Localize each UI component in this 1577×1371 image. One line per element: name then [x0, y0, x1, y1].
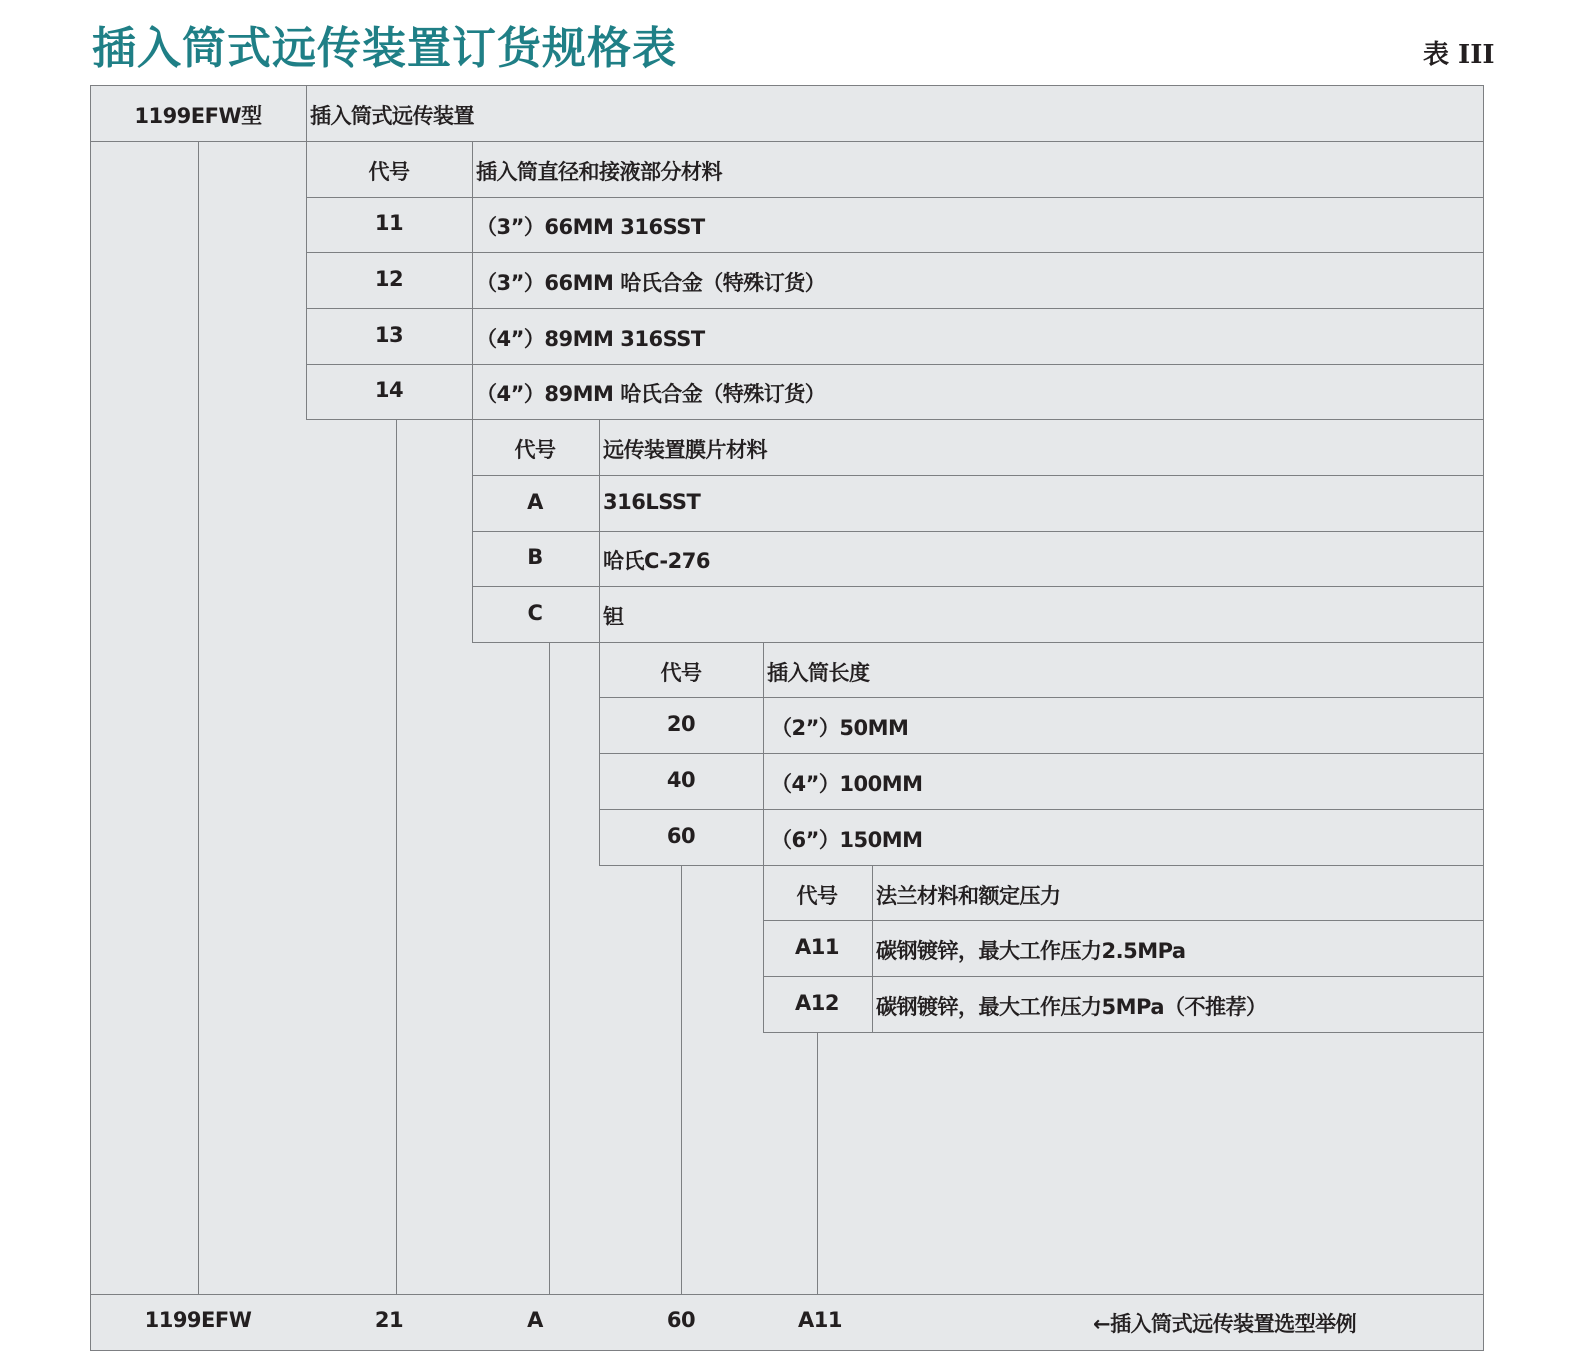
section1-row-desc: （4”）89MM 316SST [476, 327, 705, 351]
section3-line [599, 865, 1484, 866]
section1-row-code: 12 [374, 267, 404, 291]
section4-left-edge [763, 865, 764, 1033]
header-row-line [90, 141, 1484, 142]
section3-line [599, 697, 1484, 698]
section3-row-desc: （4”）100MM [771, 772, 923, 796]
section3-line [599, 809, 1484, 810]
spec-table [90, 85, 1484, 1351]
example-flange: A11 [798, 1308, 842, 1332]
border-bottom [90, 1350, 1484, 1351]
example-model: 1199EFW [144, 1308, 252, 1332]
flange-connector [817, 1032, 818, 1294]
border-right [1483, 85, 1484, 1351]
section2-line [472, 586, 1484, 587]
section2-row-desc: 316LSST [603, 490, 701, 514]
example-row-line [90, 1294, 1484, 1295]
section1-row-code: 14 [374, 378, 404, 402]
section4-line [763, 1032, 1484, 1033]
section2-row-code: B [527, 545, 543, 569]
section1-row-desc: （4”）89MM 哈氏合金（特殊订货） [476, 382, 826, 406]
section2-header-desc: 远传装置膜片材料 [603, 438, 767, 462]
diameter-connector [396, 419, 397, 1294]
section1-line [306, 252, 1484, 253]
section2-row-desc: 钽 [603, 605, 624, 629]
page-title: 插入筒式远传装置订货规格表 [92, 23, 677, 74]
section2-line [472, 475, 1484, 476]
example-note: ←插入筒式远传装置选型举例 [1093, 1312, 1357, 1336]
section2-line [472, 642, 1484, 643]
section1-left-edge [306, 141, 307, 420]
section3-row-desc: （6”）150MM [771, 828, 923, 852]
section2-header-code: 代号 [514, 438, 556, 462]
section3-row-code: 60 [666, 824, 696, 848]
section3-header-code: 代号 [660, 661, 702, 685]
section1-code-divider [472, 141, 473, 420]
section4-row-desc: 碳钢镀锌，最大工作压力5MPa（不推荐） [876, 995, 1267, 1019]
section2-line [472, 531, 1484, 532]
table-label: 表 III [1423, 40, 1495, 70]
section4-row-code: A11 [795, 935, 839, 959]
section3-line [599, 753, 1484, 754]
diaphragm-connector [549, 642, 550, 1294]
section3-row-desc: （2”）50MM [771, 716, 909, 740]
border-top [90, 85, 1484, 86]
model-connector [198, 141, 199, 1294]
section1-line [306, 308, 1484, 309]
section1-row-code: 13 [374, 323, 404, 347]
length-connector [681, 865, 682, 1294]
border-left [90, 85, 91, 1351]
section1-row-desc: （3”）66MM 316SST [476, 215, 705, 239]
section1-line [306, 364, 1484, 365]
section4-row-desc: 碳钢镀锌，最大工作压力2.5MPa [876, 939, 1186, 963]
section4-header-code: 代号 [796, 884, 838, 908]
example-length: 60 [666, 1308, 696, 1332]
section4-line [763, 976, 1484, 977]
section1-row-desc: （3”）66MM 哈氏合金（特殊订货） [476, 271, 826, 295]
section1-header-desc: 插入筒直径和接液部分材料 [476, 160, 722, 184]
section4-code-divider [872, 865, 873, 1033]
section1-header-code: 代号 [368, 160, 410, 184]
section1-row-code: 11 [374, 211, 404, 235]
section4-row-code: A12 [795, 991, 839, 1015]
section2-row-code: A [527, 490, 543, 514]
section4-line [763, 920, 1484, 921]
section2-row-desc: 哈氏C-276 [603, 549, 710, 573]
section3-header-desc: 插入筒长度 [767, 661, 870, 685]
section4-header-desc: 法兰材料和额定压力 [876, 884, 1061, 908]
example-diameter: 21 [374, 1308, 404, 1332]
section1-line [306, 197, 1484, 198]
model-code: 1199EFW型 [134, 104, 262, 128]
model-divider [306, 85, 307, 142]
section1-line [306, 419, 1484, 420]
section3-row-code: 40 [666, 768, 696, 792]
model-description: 插入筒式远传装置 [310, 104, 474, 128]
section3-row-code: 20 [666, 712, 696, 736]
section2-row-code: C [527, 601, 543, 625]
example-diaphragm: A [527, 1308, 543, 1332]
